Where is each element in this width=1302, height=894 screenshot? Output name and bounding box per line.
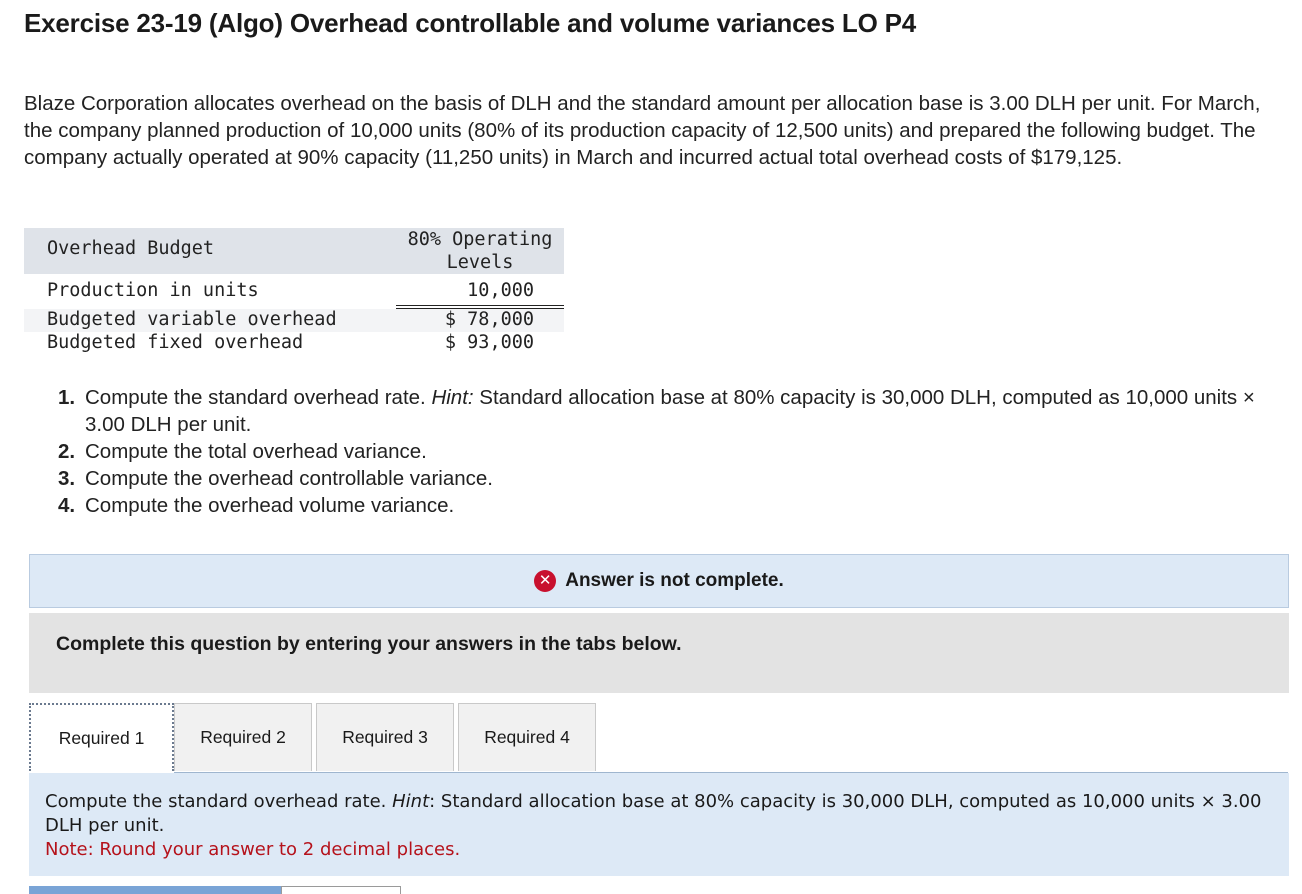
question-hint-label: Hint: xyxy=(431,386,474,409)
header-col-line1: 80% Operating xyxy=(407,229,553,250)
question-item xyxy=(58,492,1288,519)
panel-note: Note: Round your answer to 2 decimal places. xyxy=(45,839,461,860)
row-value-variable-overhead: $ 78,000 xyxy=(444,309,534,330)
question-text: Compute the standard overhead rate. xyxy=(85,386,432,409)
answer-subtab[interactable] xyxy=(281,886,401,894)
problem-intro: Blaze Corporation allocates overhead on the basis of DLH and the standard amount per allocation base is 3.00 DLH per unit. For March, the company planned production of 10,000 units (80% of its production capacity of 12,500 units) and prepared the following budget. The company actually operated at 90% capacity (11,250 units) in March and incurred actual total overhead costs of $179,125. xyxy=(24,92,1261,169)
question-hint-text: Standard allocation base at 80% capacity is 30,000 DLH, computed as 10,000 units × 3.00 DLH per unit. xyxy=(85,386,1255,436)
row-value-production: 10,000 xyxy=(467,280,534,301)
table-header xyxy=(24,228,564,274)
panel-hint-text: : Standard allocation base at 80% capacity is 30,000 DLH, computed as 10,000 units × 3.00 DLH per unit. xyxy=(45,791,1262,836)
question-number: 2. xyxy=(58,440,76,463)
tab-panel-required-1 xyxy=(29,773,1289,876)
questions-list xyxy=(58,384,1288,519)
row-label-fixed-overhead: Budgeted fixed overhead xyxy=(47,332,304,353)
question-item xyxy=(58,465,1288,492)
question-text: Compute the total overhead variance. xyxy=(85,440,427,463)
answer-subtab-active[interactable] xyxy=(29,886,281,894)
panel-text: Compute the standard overhead rate. xyxy=(45,791,393,812)
answer-status-banner xyxy=(29,554,1289,608)
tab-required-2[interactable]: Required 2 xyxy=(174,703,312,771)
header-col-line2: Levels xyxy=(446,252,514,273)
row-value-fixed-overhead: $ 93,000 xyxy=(444,332,534,353)
panel-hint-label: Hint xyxy=(392,791,430,812)
answer-status-text: Answer is not complete. xyxy=(565,570,784,591)
exercise-title: Exercise 23-19 (Algo) Overhead controllable and volume variances LO P4 xyxy=(24,8,917,38)
question-item xyxy=(58,438,1288,465)
question-number: 1. xyxy=(58,386,76,409)
question-number: 3. xyxy=(58,467,76,490)
question-text: Compute the overhead volume variance. xyxy=(85,494,455,517)
instruction-text: Complete this question by entering your answers in the tabs below. xyxy=(29,613,1289,693)
table-header-column xyxy=(396,228,564,274)
single-underline xyxy=(396,305,564,306)
row-label-production: Production in units xyxy=(47,280,259,301)
question-number: 4. xyxy=(58,494,76,517)
tab-required-1[interactable]: Required 1 xyxy=(29,703,174,771)
question-text: Compute the overhead controllable variance. xyxy=(85,467,493,490)
table-header-label: Overhead Budget xyxy=(47,238,215,259)
question-item xyxy=(58,384,1288,438)
tab-required-3[interactable]: Required 3 xyxy=(316,703,454,771)
x-circle-icon: ✕ xyxy=(534,570,556,592)
row-label-variable-overhead: Budgeted variable overhead xyxy=(47,309,337,330)
tab-required-4[interactable]: Required 4 xyxy=(458,703,596,771)
